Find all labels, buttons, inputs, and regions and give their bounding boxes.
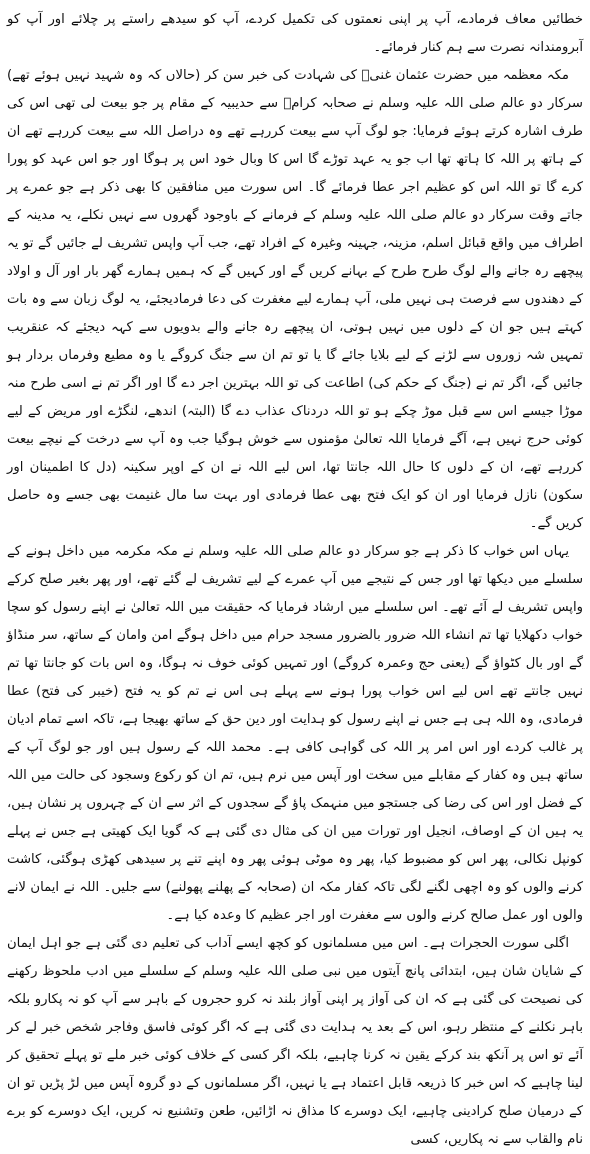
- paragraph-1: خطائیں معاف فرمادے، آپ پر اپنی نعمتوں کی تکمیل کردے، آپ کو سیدھے راستے پر چلائے اور آپ کو آبرومندانہ نصرت سے ہم کنار فرمائے۔: [7, 12, 583, 55]
- paragraph-2: مکہ معظمہ میں حضرت عثمان غنیؓ کی شہادت کی خبر سن کر (حالاں کہ وہ شہید نہیں ہوئے تھے) سرکار دو عالم صلی اللہ علیہ وسلم نے صحابہ کرامؓ سے حدیبیہ کے مقام پر جو بیعت لی تھی اس کی طرف اشارہ کرتے ہوئے فرمایا: جو لوگ آپ سے بیعت کررہے تھے وہ دراصل اللہ سے بیعت کررہے تھے ان کے ہاتھ پر اللہ کا ہاتھ تھا اب جو یہ عہد توڑے گا اس کا وبال خود اس پر ہوگا اور جو اس عہد کو پورا کرے گا تو اللہ اس کو عظیم اجر عطا فرمائے گا۔ اس سورت میں منافقین کا بھی ذکر ہے جو عمرے پر جاتے وقت سرکار دو عالم صلی اللہ علیہ وسلم کے فرمانے کے باوجود گھروں سے نہیں نکلے، یہ مدینہ کے اطراف میں واقع قبائل اسلم، مزینہ، جہینہ وغیرہ کے افراد تھے، جب آپ واپس تشریف لے جائیں گے تو یہ پیچھے رہ جانے والے لوگ طرح طرح کے بہانے کریں گے اور کہیں گے کہ ہمیں ہمارے گھر بار اور آل و اولاد کے دھندوں سے فرصت ہی نہیں ملی، آپ ہمارے لیے مغفرت کی دعا فرمادیجئے، یہ لوگ زبان سے وہ بات کہتے ہیں جو ان کے دلوں میں نہیں ہوتی، ان پیچھے رہ جانے والے بدویوں سے کہہ دیجئے کہ عنقریب تمہیں شہ زوروں سے لڑنے کے لیے بلایا جائے گا یا تو تم ان سے جنگ کروگے یا وہ مطیع وفرماں بردار ہو جائیں گے، اگر تم نے (جنگ کے حکم کی) اطاعت کی تو اللہ بہترین اجر دے گا اور اگر تم نے اسی طرح منہ موڑا جیسے اس سے قبل موڑ چکے ہو تو اللہ دردناک عذاب دے گا (البتہ) اندھے، لنگڑے اور مریض کے لیے کوئی حرج نہیں ہے، آگے فرمایا اللہ تعالیٰ مؤمنوں سے خوش ہوگیا جب وہ آپ سے درخت کے نیچے بیعت کررہے تھے، ان کے دلوں کا حال اللہ جانتا تھا، اس لیے اللہ نے ان کے اوپر سکینہ (دل کا اطمینان اور سکون) نازل فرمایا اور ان کو ایک فتح بھی عطا فرمادی اور بہت سا مال غنیمت بھی جسے وہ حاصل کریں گے۔: [7, 68, 583, 531]
- paragraph-3: یہاں اس خواب کا ذکر ہے جو سرکار دو عالم صلی اللہ علیہ وسلم نے مکہ مکرمہ میں داخل ہونے کے سلسلے میں دیکھا تھا اور جس کے نتیجے میں آپ عمرے کے لیے تشریف لے گئے تھے، اور پھر بغیر صلح کرکے واپس تشریف لے آئے تھے۔ اس سلسلے میں ارشاد فرمایا کہ حقیقت میں اللہ تعالیٰ نے اپنے رسول کو سچا خواب دکھلایا تھا تم انشاء اللہ ضرور بالضرور مسجد حرام میں داخل ہوگے امن وامان کے ساتھ، سر منڈاؤ گے اور بال کٹواؤ گے (یعنی حج وعمرہ کروگے) اور تمہیں کوئی خوف نہ ہوگا، وہ اس بات کو جانتا تھا تم نہیں جانتے تھے اس لیے اس خواب پورا ہونے سے پہلے ہی اس نے تم کو یہ فتح (خیبر کی فتح) عطا فرمادی، وہ اللہ ہی ہے جس نے اپنے رسول کو ہدایت اور دین حق کے ساتھ بھیجا ہے، تاکہ اسے تمام ادیان پر غالب کردے اور اس امر پر اللہ کی گواہی کافی ہے۔ محمد اللہ کے رسول ہیں اور جو لوگ آپ کے ساتھ ہیں وہ کفار کے مقابلے میں سخت اور آپس میں نرم ہیں، تم ان کو رکوع وسجود کی حالت میں اللہ کے فضل اور اس کی رضا کی جستجو میں منہمک پاؤ گے سجدوں کے اثر سے ان کے چہروں پر نشان ہیں، یہ ہیں ان کے اوصاف، انجیل اور تورات میں ان کی مثال دی گئی ہے کہ گویا ایک کھیتی ہے جس نے پہلے کونپل نکالی، پھر اس کو مضبوط کیا، پھر وہ موٹی ہوئی پھر وہ اپنے تنے پر سیدھی کھڑی ہوگئی، کاشت کرنے والوں کو وہ اچھی لگنے لگی تاکہ کفار مکہ ان (صحابہ کے پھلنے پھولنے) سے جلیں۔ اللہ نے ایمان لانے والوں اور عمل صالح کرنے والوں سے مغفرت اور اجر عظیم کا وعدہ کیا ہے۔: [7, 544, 583, 923]
- paragraph-4: اگلی سورت الحجرات ہے۔ اس میں مسلمانوں کو کچھ ایسے آداب کی تعلیم دی گئی ہے جو اہل ایمان کے شایان شان ہیں، ابتدائی پانچ آیتوں میں نبی صلی اللہ علیہ وسلم کے سلسلے میں ادب ملحوظ رکھنے کی نصیحت کی گئی ہے کہ ان کی آواز پر اپنی آواز بلند نہ کرو حجروں کے باہر سے آپ کو نہ پکارو بلکہ باہر نکلنے کے منتظر رہو، اس کے بعد یہ ہدایت دی گئی ہے کہ اگر کوئی فاسق وفاجر شخص خبر لے کر آئے تو اس پر آنکھ بند کرکے یقین نہ کرنا چاہیے، بلکہ اگر کسی کے خلاف کوئی خبر ملے تو پہلے تحقیق کر لینا چاہیے کہ اس خبر کا ذریعہ قابل اعتماد ہے یا نہیں، اگر مسلمانوں کے دو گروہ آپس میں لڑ پڑیں تو ان کے درمیان صلح کرادینی چاہیے، ایک دوسرے کا مذاق نہ اڑائیں، طعن وتشنیع نہ کریں، ایک دوسرے کو برے نام والقاب سے نہ پکاریں، کسی: [7, 936, 583, 1147]
